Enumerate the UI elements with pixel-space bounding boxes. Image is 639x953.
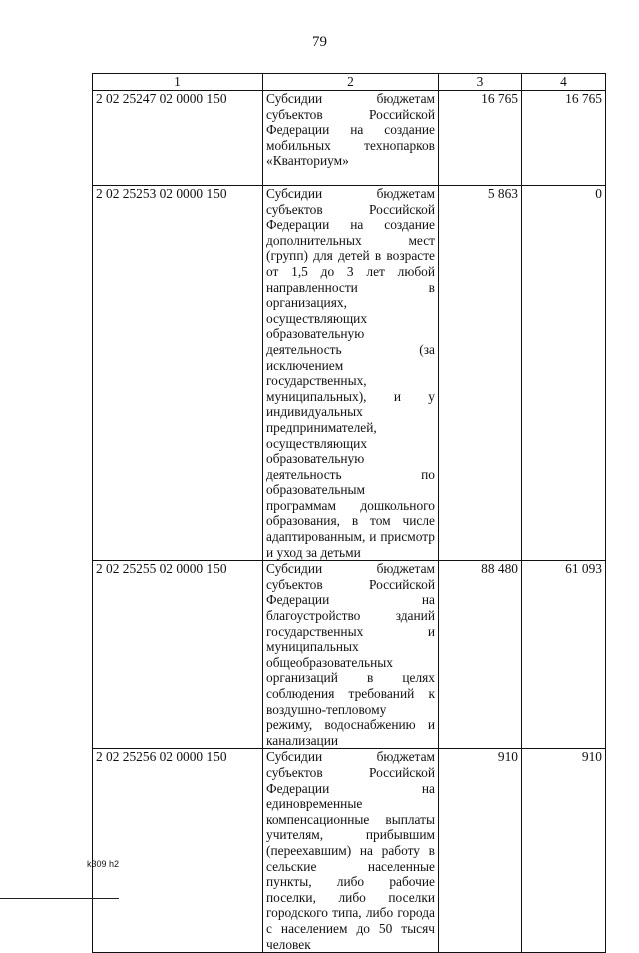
table-row (93, 749, 606, 953)
table-row (93, 91, 606, 186)
row-description: Субсидии бюджетам субъектов Российской Федерации на создание дополнительных мест (групп) для детей в возрасте от 1,5 до 3 лет любой направленности в организациях, осуществляющих образовательную деятельность (за исключением государственных, муниципальных), и у индивидуальных предпринимателей, осуществляющих образовательную деятельность по образовательным программам дошкольного образования, в том числе адаптированным, и присмотр и уход за детьми (263, 186, 439, 561)
header-col-3: 3 (439, 74, 522, 91)
header-row (93, 74, 606, 91)
table-row (93, 186, 606, 561)
row-value-3: 5 863 (439, 186, 522, 561)
row-value-4: 0 (522, 186, 606, 561)
budget-table (92, 73, 606, 953)
row-value-4: 910 (522, 749, 606, 953)
table-body (93, 91, 606, 953)
table-header (93, 74, 606, 91)
row-code: 2 02 25256 02 0000 150 (93, 749, 263, 953)
row-description: Субсидии бюджетам субъектов Российской Федерации на единовременные компенсационные выплаты учителям, прибывшим (переехавшим) на работу в сельские населенные пункты, либо рабочие поселки, либо поселки городского типа, либо города с населением до 50 тысяч человек (263, 749, 439, 953)
row-value-3: 910 (439, 749, 522, 953)
row-value-3: 16 765 (439, 91, 522, 186)
table-row (93, 561, 606, 749)
row-value-4: 16 765 (522, 91, 606, 186)
row-code: 2 02 25253 02 0000 150 (93, 186, 263, 561)
row-code: 2 02 25255 02 0000 150 (93, 561, 263, 749)
row-code: 2 02 25247 02 0000 150 (93, 91, 263, 186)
page-number: 79 (312, 34, 327, 50)
row-description: Субсидии бюджетам субъектов Российской Федерации на создание мобильных технопарков «Кванториум» (263, 91, 439, 186)
document-code: k309 h2 (87, 859, 120, 869)
row-description: Субсидии бюджетам субъектов Российской Федерации на благоустройство зданий государственных и муниципальных общеобразовательных организаций в целях соблюдения требований к воздушно-тепловому режиму, водоснабжению и канализации (263, 561, 439, 749)
row-value-4: 61 093 (522, 561, 606, 749)
footer-divider (0, 898, 119, 899)
row-value-3: 88 480 (439, 561, 522, 749)
header-col-1: 1 (93, 74, 263, 91)
header-col-4: 4 (522, 74, 606, 91)
header-col-2: 2 (263, 74, 439, 91)
